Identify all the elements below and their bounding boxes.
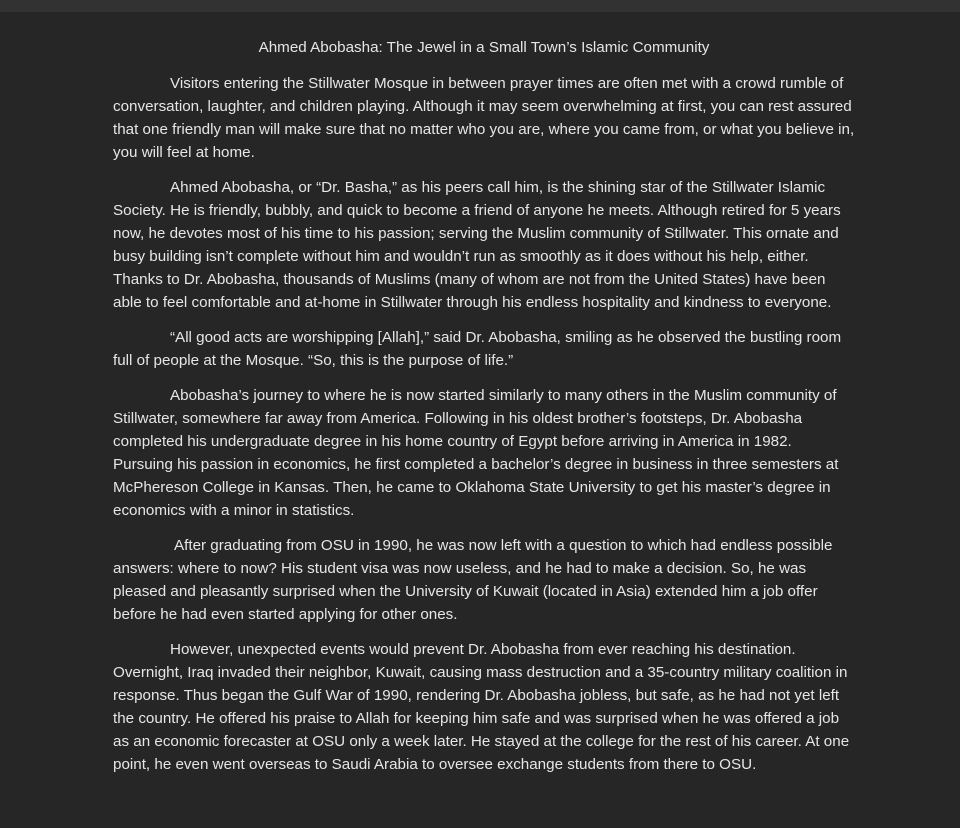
paragraph-gulf-war: However, unexpected events would prevent Dr. Abobasha from ever reaching his destination. Overnight, Iraq invaded their neighbor, Kuwait, causing mass destruction and a 35-country military coalition in response. Thus began the Gulf War of 1990, rendering Dr. Abobasha jobless, but safe, as he had not yet left the country. He offered his praise to Allah for keeping him safe and was surprised when he was offered a job as an economic forecaster at OSU only a week later. He stayed at the college for the rest of his career. At one point, he even went overseas to Saudi Arabia to oversee exchange students from there to OSU. [113, 641, 850, 773]
article-title: Ahmed Abobasha: The Jewel in a Small Town’s Islamic Community [258, 39, 710, 56]
document-page [0, 12, 960, 828]
paragraph-intro: Visitors entering the Stillwater Mosque in between prayer times are often met with a crowd rumble of conversation, laughter, and children playing. Although it may seem overwhelming at first, you can rest assured that one friendly man will make sure that no matter who you are, where you came from, or what you believe in, you will feel at home. [113, 75, 855, 161]
document-body[interactable] [113, 36, 855, 788]
paragraph-quote: “All good acts are worshipping [Allah],” said Dr. Abobasha, smiling as he observed the bustling room full of people at the Mosque. “So, this is the purpose of life.” [113, 329, 842, 369]
paragraph-graduation: After graduating from OSU in 1990, he was now left with a question to which had endless possible answers: where to now? His student visa was now useless, and he had to make a decision. So, he was pleased and pleasantly surprised when the University of Kuwait (located in Asia) extended him a job offer before he had even started applying for other ones. [113, 537, 833, 623]
paragraph-journey: Abobasha’s journey to where he is now started similarly to many others in the Muslim community of Stillwater, somewhere far away from America. Following in his oldest brother’s footsteps, Dr. Abobasha completed his undergraduate degree in his home country of Egypt before arriving in America in 1982. Pursuing his passion in economics, he first completed a bachelor’s degree in business in three semesters at McPhereson College in Kansas. Then, he came to Oklahoma State University to get his master’s degree in economics with a minor in statistics. [113, 387, 839, 519]
paragraph-profile: Ahmed Abobasha, or “Dr. Basha,” as his peers call him, is the shining star of the Stillwater Islamic Society. He is friendly, bubbly, and quick to become a friend of anyone he meets. Although retired for 5 years now, he devotes most of his time to his passion; serving the Muslim community of Stillwater. This ornate and busy building isn’t complete without him and wouldn’t run as smoothly as it does without his help, either. Thanks to Dr. Abobasha, thousands of Muslims (many of whom are not from the United States) have been able to feel comfortable and at-home in Stillwater through his endless hospitality and kindness to everyone. [113, 179, 841, 311]
